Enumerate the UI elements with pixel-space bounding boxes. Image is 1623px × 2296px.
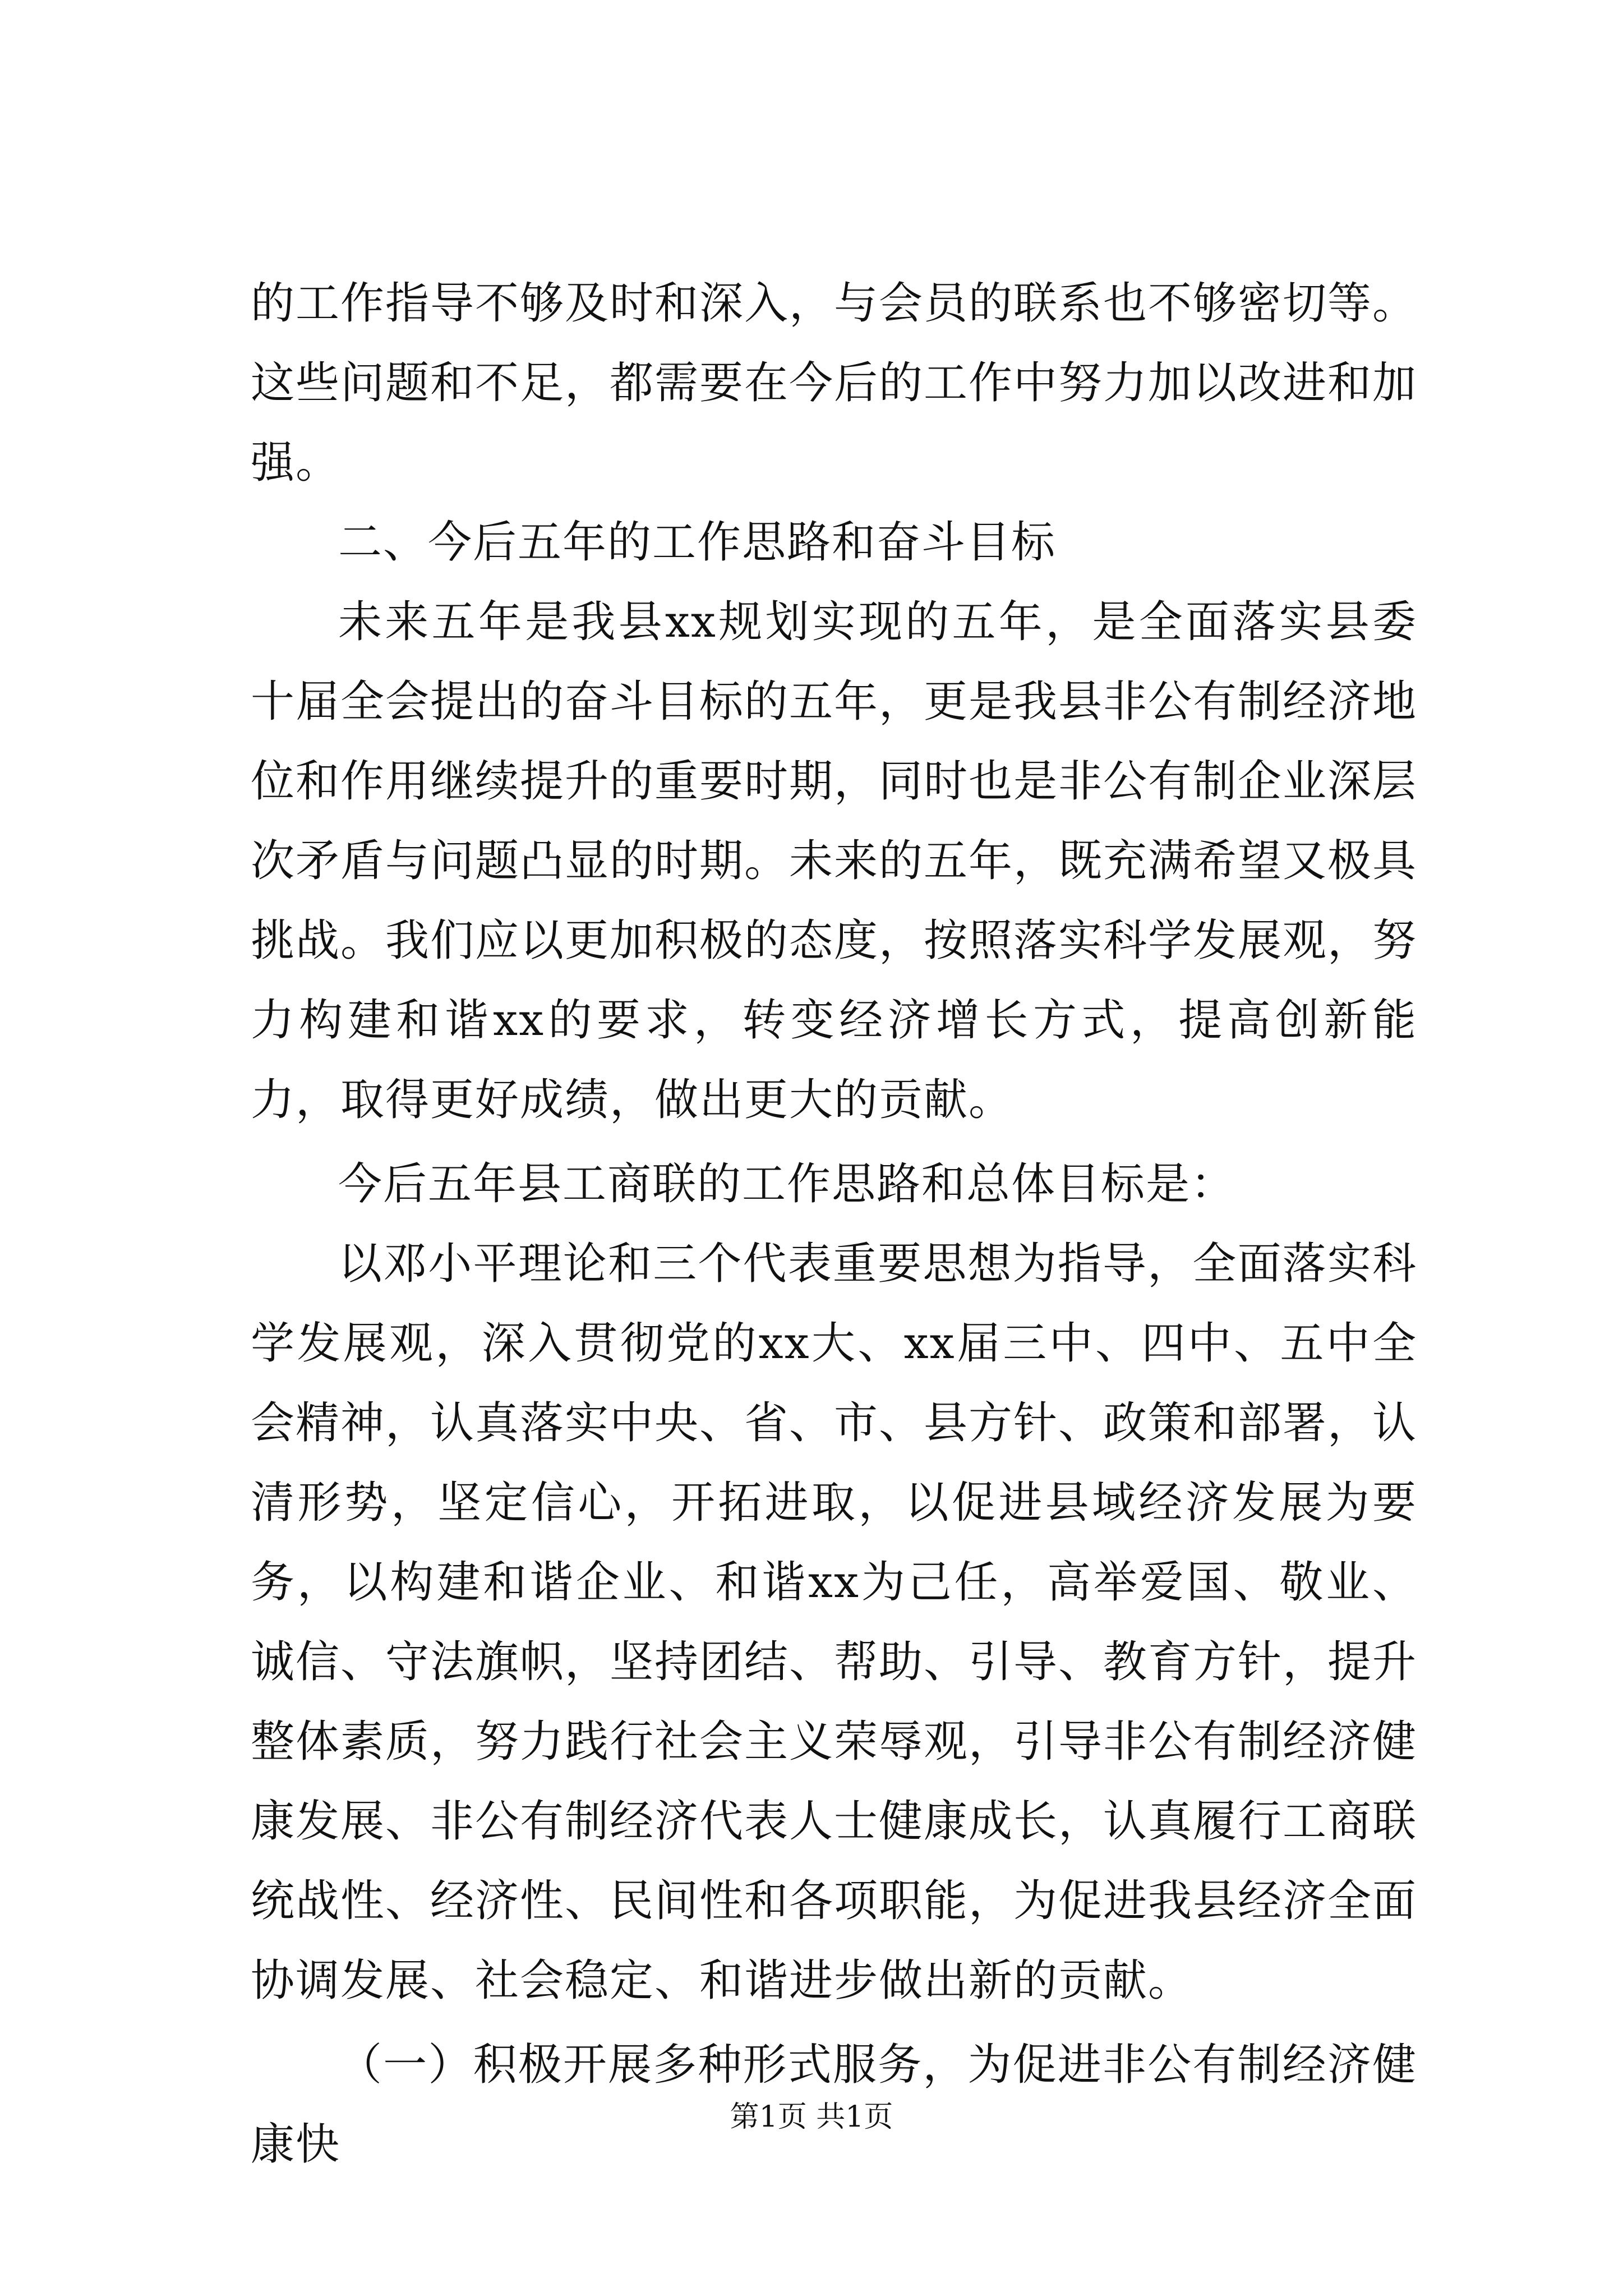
page-number-footer: 第1页 共1页 (730, 2100, 893, 2134)
paragraph-outlook: 未来五年是我县xx规划实现的五年，是全面落实县委十届全会提出的奋斗目标的五年，更是我县非公有制经济地位和作用继续提升的重要时期，同时也是非公有制企业深层次矛盾与问题凸显的时期。未来的五年，既充满希望又极具挑战。我们应以更加积极的态度，按照落实科学发展观，努力构建和谐xx的要求，转变经济增长方式，提高创新能力，取得更好成绩，做出更大的贡献。 (251, 597, 1418, 1125)
paragraph-guiding-ideas: 以邓小平理论和三个代表重要思想为指导，全面落实科学发展观，深入贯彻党的xx大、xx届三中、四中、五中全会精神，认真落实中央、省、市、县方针、政策和部署，认清形势，坚定信心，开拓进取，以促进县域经济发展为要务，以构建和谐企业、和谐xx为己任，高举爱国、敬业、诚信、守法旗帜，坚持团结、帮助、引导、教育方针，提升整体素质，努力践行社会主义荣辱观，引导非公有制经济健康发展、非公有制经济代表人士健康成长，认真履行工商联统战性、经济性、民间性和各项职能，为促进我县经济全面协调发展、社会稳定、和谐进步做出新的贡献。 (251, 1239, 1418, 2006)
document-body (251, 264, 1417, 2184)
paragraph-continuation: 的工作指导不够及时和深入，与会员的联系也不够密切等。这些问题和不足，都需要在今后的工作中努力加以改进和加强。 (251, 278, 1418, 488)
section-heading: 二、今后五年的工作思路和奋斗目标 (338, 517, 1057, 568)
subsection-heading: （一）积极开展多种形式服务，为促进非公有制经济健康快 (251, 2040, 1417, 2170)
paragraph-goal-intro: 今后五年县工商联的工作思路和总体目标是： (338, 1159, 1236, 1209)
